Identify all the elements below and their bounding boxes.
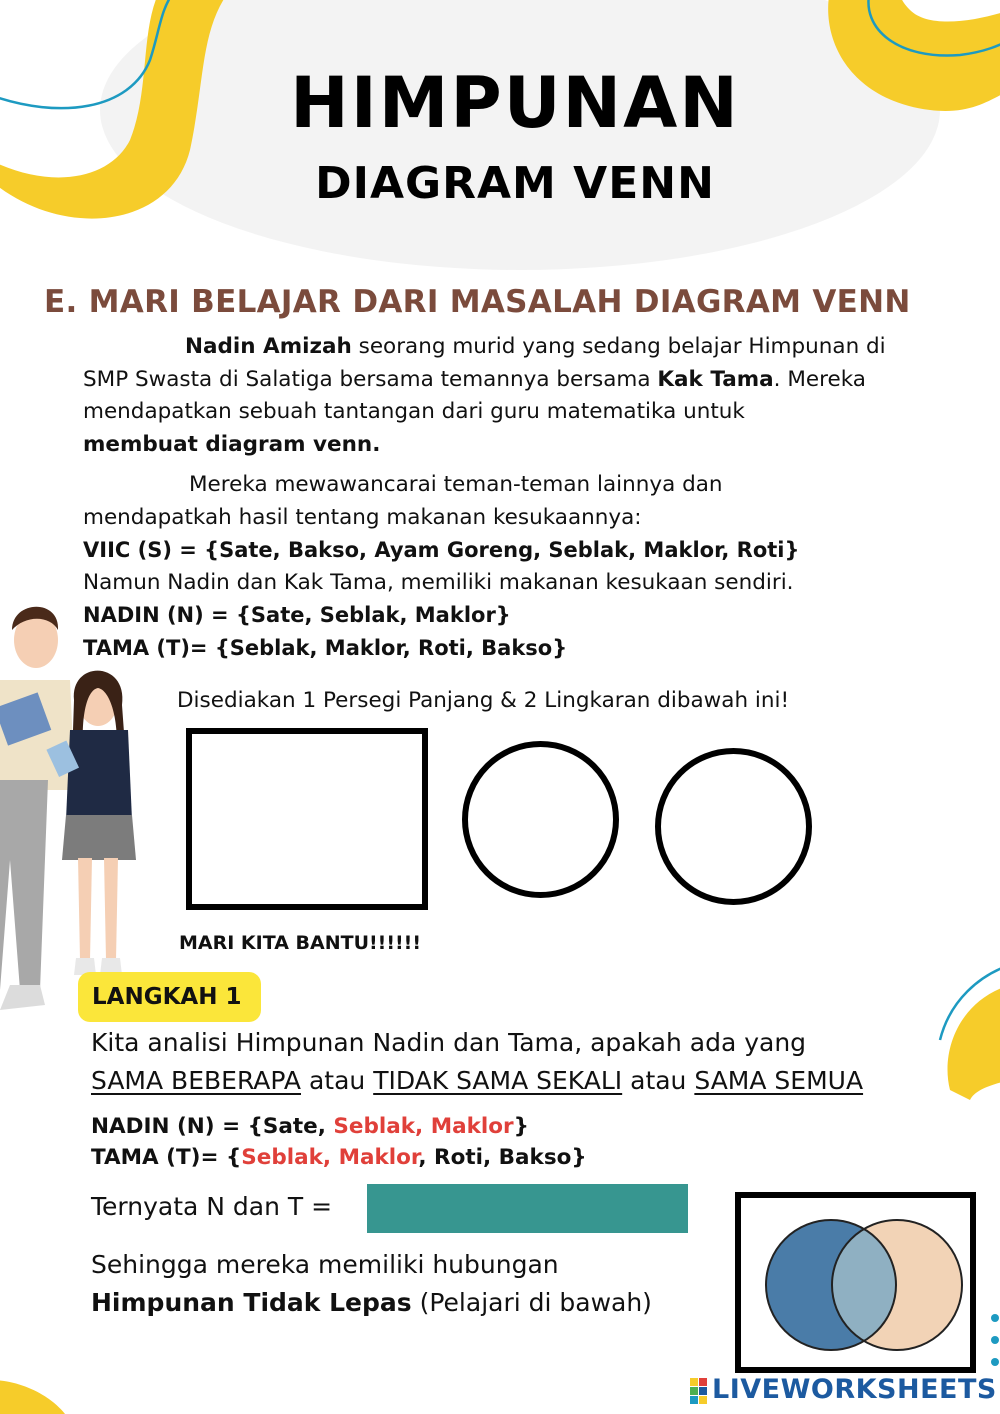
set-n: NADIN (N) = {Sate, Seblak, Maklor} bbox=[83, 603, 511, 627]
survey-line: Namun Nadin dan Kak Tama, memiliki makanan kesukaan sendiri. bbox=[83, 569, 794, 595]
page-subtitle: DIAGRAM VENN bbox=[315, 158, 715, 209]
dot bbox=[991, 1336, 999, 1344]
name-nadin: Nadin Amizah bbox=[185, 334, 352, 359]
intro-paragraph bbox=[83, 331, 886, 461]
set-text: TAMA (T)= { bbox=[91, 1145, 242, 1170]
step1-sets bbox=[91, 1111, 587, 1173]
intro-line bbox=[83, 364, 886, 397]
answer-input[interactable] bbox=[367, 1184, 688, 1233]
step-badge: LANGKAH 1 bbox=[78, 972, 261, 1022]
set-intersection: Seblak, Maklor bbox=[241, 1145, 419, 1170]
set-s: VIIC (S) = {Sate, Bakso, Ayam Goreng, Seblak, Maklor, Roti} bbox=[83, 538, 800, 562]
draggable-circle-2[interactable] bbox=[655, 748, 812, 905]
separator: atau bbox=[301, 1066, 374, 1095]
set-t-highlighted bbox=[91, 1142, 587, 1173]
liveworksheets-logo-icon bbox=[690, 1378, 708, 1404]
options-line bbox=[91, 1062, 863, 1100]
intro-line bbox=[83, 429, 886, 462]
venn-diagram-example bbox=[735, 1192, 976, 1373]
survey-paragraph bbox=[83, 469, 799, 664]
option-sama-beberapa: SAMA BEBERAPA bbox=[91, 1066, 301, 1095]
intro-text: . Mereka bbox=[773, 366, 866, 392]
set-text: } bbox=[513, 1114, 529, 1139]
separator: atau bbox=[622, 1066, 695, 1095]
yellow-swirl-right bbox=[948, 985, 1000, 1100]
set-text: NADIN (N) = {Sate, bbox=[91, 1114, 334, 1139]
yellow-swirl-bottom-left bbox=[0, 1380, 65, 1414]
set-t: TAMA (T)= {Seblak, Maklor, Roti, Bakso} bbox=[83, 635, 568, 660]
set-n-highlighted bbox=[91, 1111, 587, 1142]
name-tama: Kak Tama bbox=[657, 366, 774, 392]
page-title: HIMPUNAN bbox=[290, 62, 740, 144]
conclusion-text: (Pelajari di bawah) bbox=[411, 1288, 652, 1317]
conclusion bbox=[91, 1246, 652, 1322]
intro-text: SMP Swasta di Salatiga bersama temannya bersama bbox=[83, 366, 658, 392]
dot bbox=[991, 1358, 999, 1366]
intro-line bbox=[83, 331, 886, 364]
intro-text: seorang murid yang sedang belajar Himpunan di bbox=[351, 334, 886, 359]
question-line: Kita analisi Himpunan Nadin dan Tama, apakah ada yang bbox=[91, 1028, 807, 1057]
survey-line: mendapatkah hasil tentang makanan kesukaannya: bbox=[83, 504, 642, 530]
intro-line: mendapatkan sebuah tantangan dari guru matematika untuk bbox=[83, 399, 745, 424]
students-illustration bbox=[0, 607, 136, 1010]
set-text: , Roti, Bakso} bbox=[418, 1145, 587, 1170]
survey-line: Mereka mewawancarai teman-teman lainnya dan bbox=[189, 472, 723, 497]
venn-diagram-svg bbox=[741, 1198, 970, 1367]
draggable-circle-1[interactable] bbox=[462, 741, 619, 898]
set-intersection: Seblak, Maklor bbox=[333, 1114, 514, 1139]
call-to-action: MARI KITA BANTU!!!!!! bbox=[179, 932, 421, 954]
conclusion-line: Sehingga mereka memiliki hubungan bbox=[91, 1250, 559, 1279]
step1-question bbox=[91, 1024, 863, 1100]
result-label: Ternyata N dan T = bbox=[91, 1192, 333, 1221]
liveworksheets-brand[interactable]: LIVEWORKSHEETS bbox=[712, 1374, 997, 1405]
section-heading: E. MARI BELAJAR DARI MASALAH DIAGRAM VENN bbox=[44, 284, 911, 320]
option-sama-semua: SAMA SEMUA bbox=[694, 1066, 864, 1095]
draggable-rectangle[interactable] bbox=[186, 728, 428, 910]
conclusion-line bbox=[91, 1284, 652, 1322]
shapes-instruction: Disediakan 1 Persegi Panjang & 2 Lingkaran dibawah ini! bbox=[177, 688, 790, 713]
dot bbox=[991, 1314, 999, 1322]
relation-name: Himpunan Tidak Lepas bbox=[91, 1288, 412, 1317]
option-tidak-sama-sekali: TIDAK SAMA SEKALI bbox=[373, 1066, 623, 1095]
task-emphasis: membuat diagram venn. bbox=[83, 431, 381, 457]
